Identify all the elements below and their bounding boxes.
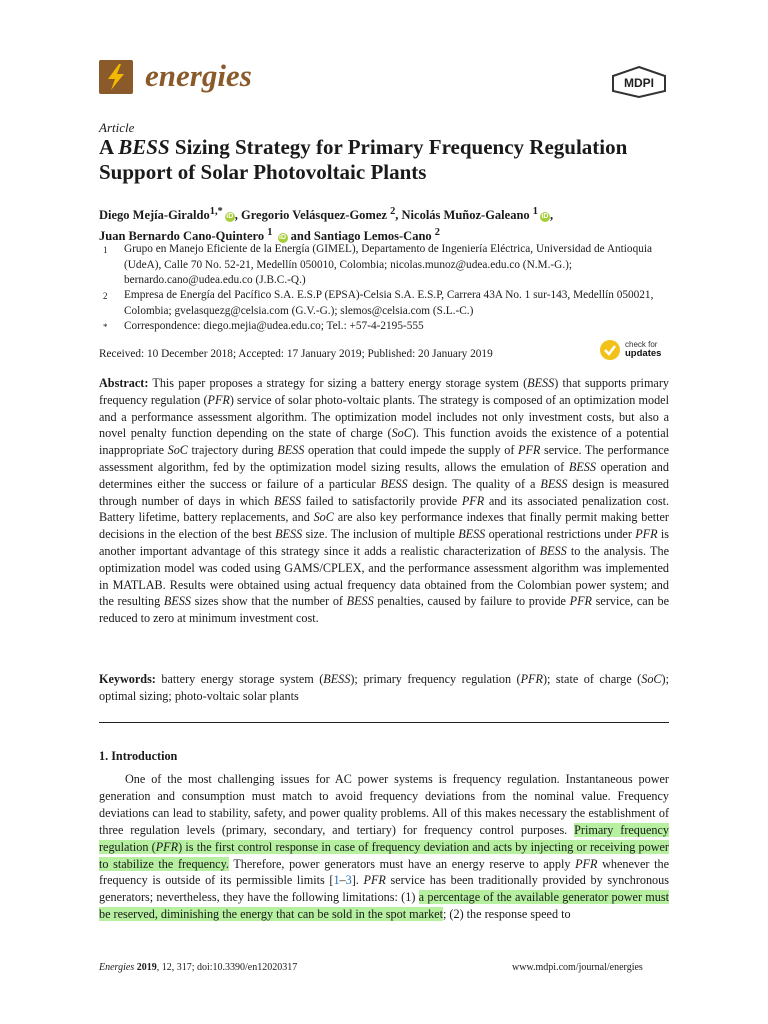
affiliation-marker: * [103,322,108,332]
orcid-icon[interactable]: iD [541,213,549,221]
section-heading: 1. Introduction [99,749,178,763]
introduction-paragraph: One of the most challenging issues for AC power systems is frequency regulation. Instantaneous power generation and consumption must match to avoid frequency deviations from the nominal value. Frequency deviations can lead to stability, safety, and power quality problems. All of this makes necessary the establishment of three regulation levels (primary, secondary, and tertiary) for frequency control purposes. Primary frequency regulation (PFR) is the first control response in case of frequency deviation and acts by injecting or receiving power to stabilize the frequency. Therefore, power generators must have an energy reserve to apply PFR whenever the frequency is outside of its permissible limits [1–3]. PFR service has been traditionally provided by synchronous generators; nevertheless, they have the following limitations: (1) a percentage of the available generator power must be reserved, diminishing the energy that can be sold in the spot market; (2) the response speed to [99,772,670,922]
mdpi-logo-icon [610,66,668,98]
paper-title: A BESS Sizing Strategy for Primary Frequency Regulation Support of Solar Photovoltaic Plants [99,135,628,184]
article-type: Article [99,120,135,135]
affiliation-marker: 2 [103,291,108,301]
check-for-updates-button[interactable]: check for updates [600,339,670,363]
check-updates-icon [600,340,620,360]
section-divider [99,722,669,723]
orcid-icon[interactable]: iD [226,213,234,221]
highlighted-text: Primary frequency regulation (PFR) is the first control response in case of frequency deviation and acts by injecting or receiving power to stabilize the frequency. [99,822,669,871]
energies-logo-icon [99,60,133,94]
highlighted-text: a percentage of the available generator power must be reserved, diminishing the energy that can be sold in the spot market [99,890,669,922]
orcid-icon[interactable]: iD [279,234,287,242]
citation-link[interactable]: 1 [333,873,340,888]
abstract: Abstract: This paper proposes a strategy for sizing a battery energy storage system (BESS) that supports primary frequency regulation (PFR) service of solar photo-voltaic plants. The strategy is composed of an optimization model and a performance assessment algorithm. The optimization model includes not only investment costs, but also a novel penalty function depending on the state of charge (SoC). This function avoids the existence of a potential inappropriate SoC trajectory during BESS operation that could impede the supply of PFR service. The performance assessment algorithm, fed by the optimization model sizing results, allows the emulation of BESS operation and determines either the success or failure of a particular BESS design. The quality of a BESS design is measured through number of days in which BESS failed to satisfactorily provide PFR and its associated penalization cost. Battery lifetime, battery replacements, and SoC are also key performance indexes that finally permit making better decisions in the election of the best BESS size. The inclusion of multiple BESS operational restrictions under PFR is another important advantage of this strategy since it adds a realistic characterization of BESS to the analysis. The optimization model was coded using GAMS/CPLEX, and the performance assessment algorithm was implemented in MATLAB. Results were obtained using actual frequency data obtained from the Colombian power system; and the resulting BESS sizes show that the number of BESS penalties, caused by failure to provide PFR service, can be reduced to zero at minimum investment cost. [99,376,670,626]
affiliation-marker: 1 [103,245,108,255]
journal-name: energies [145,58,252,93]
citation-link[interactable]: 3 [345,873,352,888]
author-name: Diego Mejía-Giraldo [99,208,210,223]
affiliation-text: Grupo en Manejo Eficiente de la Energía (GIMEL), Departamento de Ingeniería Eléctrica, Universidad de Antioquia (UdeA), Calle 70 No. 52-21, Medellín 050010, Colombia; nicolas.munoz@udea.edu.co (N.M.-G.); bernardo.cano@udea.edu.co (J.B.C.-Q.) [124,243,653,286]
author-list: Diego Mejía-Giraldo$^{1,*}$ iD , Gregorio Velásquez-Gomez $^2$, Nicolás Muñoz-Galeano $^1$ iD , Juan Bernardo Cano-Quintero $^1$ iD and Santiago Lemos-Cano $^2$ [99,206,554,244]
publication-dates: Received: 10 December 2018; Accepted: 17 January 2019; Published: 20 January 2019 [99,348,493,360]
footer-url[interactable]: www.mdpi.com/journal/energies [512,962,643,973]
footer-citation: Energies 2019, 12, 317; doi:10.3390/en12020317 [99,962,298,973]
svg-text:MDPI: MDPI [624,76,654,90]
affiliation-text: Empresa de Energía del Pacífico S.A. E.S.P (EPSA)-Celsia S.A. E.S.P, Carrera 43A No. 1 sur-143, Medellín 050021, Colombia; gvelasquezg@celsia.com (G.V.-G.); slemos@celsia.com (S.L.-C.) [124,289,654,317]
correspondence-text: Correspondence: diego.mejia@udea.edu.co; Tel.: +57-4-2195-555 [124,320,424,332]
keywords: Keywords: battery energy storage system (BESS); primary frequency regulation (PFR); state of charge (SoC); optimal sizing; photo-voltaic solar plants [99,672,669,703]
